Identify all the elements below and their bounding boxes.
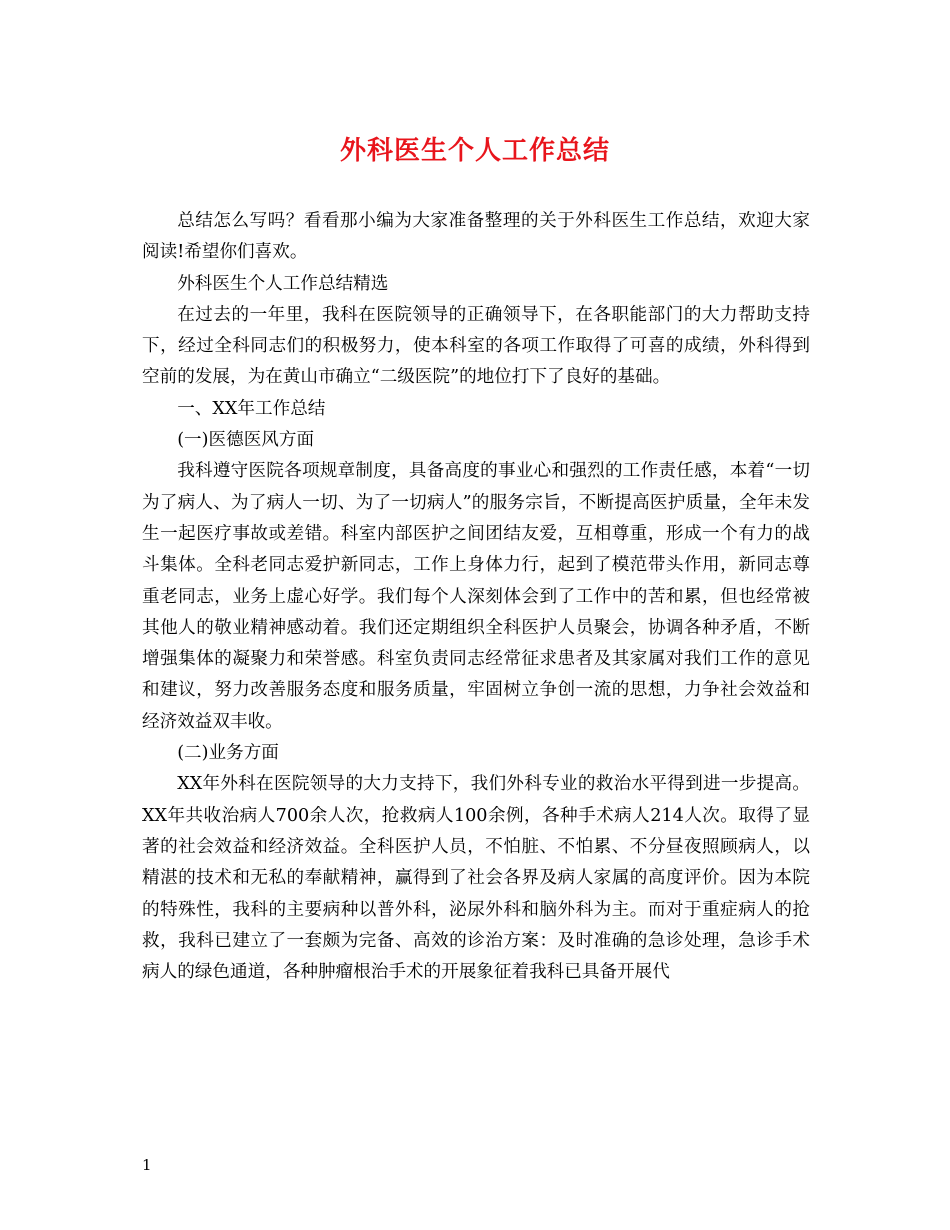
subtitle-paragraph: 外科医生个人工作总结精选 [177,273,389,294]
document-title: 外科医生个人工作总结 [339,136,610,166]
subsection-heading-ethics: (一)医德医风方面 [177,430,315,451]
section-heading: 一、XX年工作总结 [177,398,326,419]
ethics-paragraph: 我科遵守医院各项规章制度，具备高度的事业心和强烈的工作责任感，本着“一切为了病人、为了病人一切、为了一切病人”的服务宗旨，不断提高医护质量，全年未发生一起医疗事故或差错。科室内部医护之间团结友爱，互相尊重，形成一个有力的战斗集体。全科老同志爱护新同志，工作上身体力行，起到了模范带头作用，新同志尊重老同志，业务上虚心好学。我们每个人深刻体会到了工作中的苦和累，但也经常被其他人的敬业精神感动着。我们还定期组织全科医护人员聚会，协调各种矛盾，不断增强集体的凝聚力和荣誉感。科室负责同志经常征求患者及其家属对我们工作的意见和建议，努力改善服务态度和服务质量，牢固树立争创一流的思想，力争社会效益和经济效益双丰收。 [142,461,810,732]
overview-paragraph: 在过去的一年里，我科在医院领导的正确领导下，在各职能部门的大力帮助支持下，经过全科同志们的积极努力，使本科室的各项工作取得了可喜的成绩，外科得到空前的发展，为在黄山市确立“二级医院”的地位打下了良好的基础。 [142,304,810,388]
intro-paragraph: 总结怎么写吗？看看那小编为大家准备整理的关于外科医生工作总结，欢迎大家阅读!希望你们喜欢。 [142,211,810,263]
document-body [142,206,810,988]
page-number: 1 [142,1156,152,1174]
subsection-heading-business: (二)业务方面 [177,743,279,764]
business-paragraph: XX年外科在医院领导的大力支持下，我们外科专业的救治水平得到进一步提高。XX年共收治病人700余人次，抢救病人100余例，各种手术病人214人次。取得了显著的社会效益和经济效益。全科医护人员，不怕脏、不怕累、不分昼夜照顾病人，以精湛的技术和无私的奉献精神，赢得到了社会各界及病人家属的高度评价。因为本院的特殊性，我科的主要病种以普外科，泌尿外科和脑外科为主。而对于重症病人的抢救，我科已建立了一套颇为完备、高效的诊治方案：及时准确的急诊处理，急诊手术病人的绿色通道，各种肿瘤根治手术的开展象征着我科已具备开展代 [142,774,810,983]
